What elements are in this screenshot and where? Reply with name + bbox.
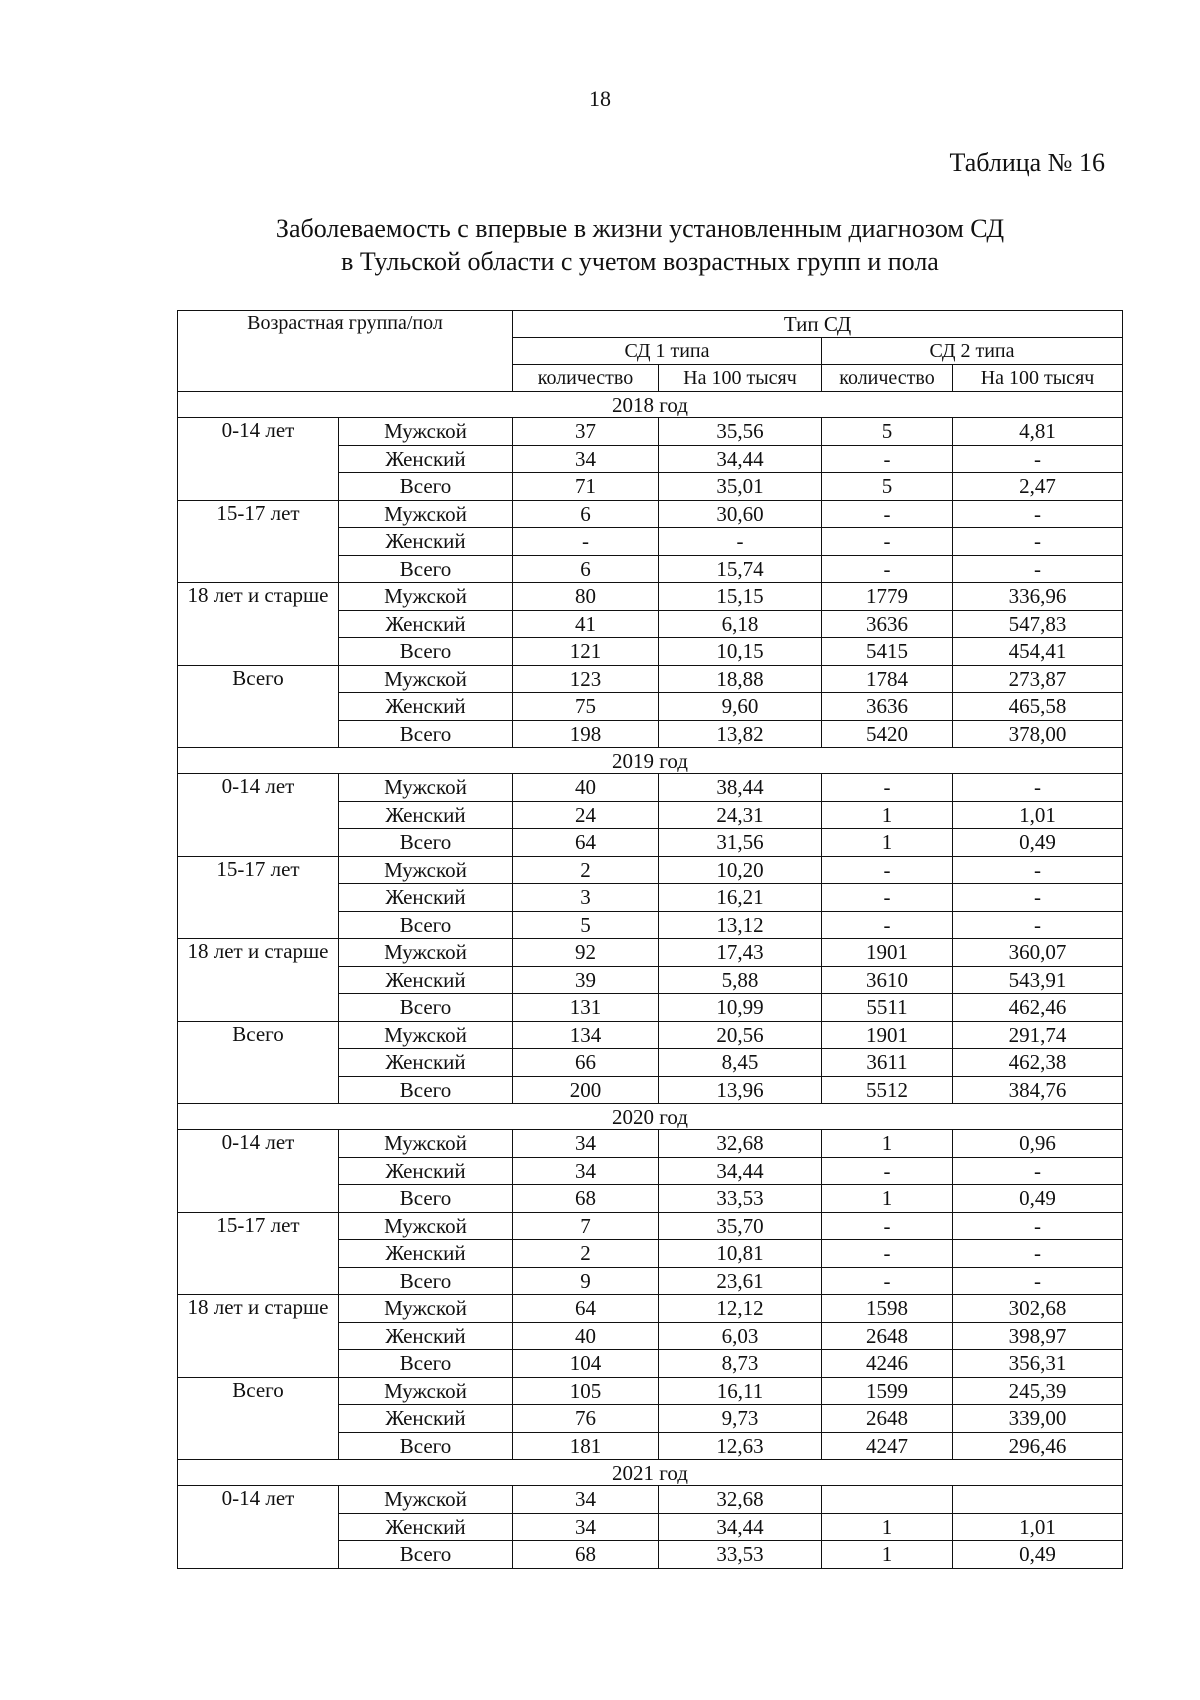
- type2-count-cell: 5511: [822, 994, 953, 1022]
- type1-count-header: количество: [513, 365, 659, 392]
- type2-rate-cell: 245,39: [953, 1377, 1123, 1405]
- type1-count-cell: 34: [513, 1130, 659, 1158]
- type1-count-cell: 34: [513, 1157, 659, 1185]
- type1-rate-cell: 10,20: [659, 856, 822, 884]
- type1-rate-cell: 32,68: [659, 1486, 822, 1514]
- sex-cell: Мужской: [339, 500, 513, 528]
- age-group-cell: 15-17 лет: [178, 500, 339, 583]
- type2-count-cell: -: [822, 884, 953, 912]
- type1-rate-cell: 34,44: [659, 445, 822, 473]
- sex-cell: Женский: [339, 445, 513, 473]
- type1-count-cell: 68: [513, 1185, 659, 1213]
- table-row: [178, 583, 1123, 611]
- type2-count-cell: 1: [822, 1185, 953, 1213]
- type2-rate-cell: 462,46: [953, 994, 1123, 1022]
- type1-rate-cell: 23,61: [659, 1267, 822, 1295]
- type2-count-cell: -: [822, 911, 953, 939]
- age-group-cell: 0-14 лет: [178, 418, 339, 501]
- type2-count-cell: -: [822, 774, 953, 802]
- type2-count-cell: 1784: [822, 665, 953, 693]
- type1-rate-cell: 15,74: [659, 555, 822, 583]
- sex-cell: Всего: [339, 1541, 513, 1569]
- type2-rate-cell: -: [953, 555, 1123, 583]
- type2-rate-cell: -: [953, 1240, 1123, 1268]
- table-number: Таблица № 16: [949, 148, 1105, 177]
- type2-count-cell: 5420: [822, 720, 953, 748]
- type1-count-cell: 123: [513, 665, 659, 693]
- table-row: [178, 1295, 1123, 1323]
- type1-rate-cell: 33,53: [659, 1541, 822, 1569]
- type1-count-cell: 104: [513, 1350, 659, 1378]
- type2-rate-cell: 360,07: [953, 939, 1123, 967]
- type2-count-cell: 3611: [822, 1049, 953, 1077]
- title-line-1: Заболеваемость с впервые в жизни установленным диагнозом СД: [275, 214, 1005, 243]
- type2-count-cell: 1779: [822, 583, 953, 611]
- sex-cell: Всего: [339, 1350, 513, 1378]
- type1-rate-cell: 8,73: [659, 1350, 822, 1378]
- type2-count-cell: -: [822, 445, 953, 473]
- type2-count-cell: 1: [822, 829, 953, 857]
- table-row: [178, 1130, 1123, 1158]
- type2-rate-cell: 291,74: [953, 1021, 1123, 1049]
- type2-count-cell: 2648: [822, 1405, 953, 1433]
- year-row: [178, 748, 1123, 774]
- type2-rate-cell: 543,91: [953, 966, 1123, 994]
- age-group-cell: 18 лет и старше: [178, 1295, 339, 1378]
- year-row: [178, 392, 1123, 418]
- type1-rate-cell: 12,63: [659, 1432, 822, 1460]
- year-label: 2018 год: [178, 392, 1123, 418]
- age-group-cell: 0-14 лет: [178, 1130, 339, 1213]
- sex-cell: Мужской: [339, 939, 513, 967]
- type2-rate-cell: 0,49: [953, 1185, 1123, 1213]
- type2-count-cell: -: [822, 1157, 953, 1185]
- sex-cell: Женский: [339, 1240, 513, 1268]
- sex-cell: Женский: [339, 693, 513, 721]
- type1-count-cell: 64: [513, 1295, 659, 1323]
- year-label: 2021 год: [178, 1460, 1123, 1486]
- sex-cell: Женский: [339, 1405, 513, 1433]
- type1-rate-cell: 10,99: [659, 994, 822, 1022]
- type2-rate-cell: -: [953, 911, 1123, 939]
- type2-count-header: количество: [822, 365, 953, 392]
- type1-count-cell: 200: [513, 1076, 659, 1104]
- sex-cell: Женский: [339, 528, 513, 556]
- type1-rate-cell: 8,45: [659, 1049, 822, 1077]
- age-group-cell: 15-17 лет: [178, 1212, 339, 1295]
- type2-count-cell: 4247: [822, 1432, 953, 1460]
- type2-rate-cell: 465,58: [953, 693, 1123, 721]
- type2-count-cell: 5: [822, 418, 953, 446]
- type1-rate-cell: 13,96: [659, 1076, 822, 1104]
- type2-rate-cell: -: [953, 528, 1123, 556]
- type1-count-cell: 24: [513, 801, 659, 829]
- document-title: [160, 212, 1120, 278]
- type1-rate-cell: -: [659, 528, 822, 556]
- type1-count-cell: 34: [513, 1486, 659, 1514]
- type2-count-cell: 1901: [822, 1021, 953, 1049]
- type1-rate-cell: 12,12: [659, 1295, 822, 1323]
- type1-rate-cell: 17,43: [659, 939, 822, 967]
- type2-rate-cell: 378,00: [953, 720, 1123, 748]
- type1-header: СД 1 типа: [513, 338, 822, 365]
- type2-rate-cell: -: [953, 445, 1123, 473]
- age-group-cell: 0-14 лет: [178, 774, 339, 857]
- type1-rate-cell: 13,12: [659, 911, 822, 939]
- type1-rate-cell: 18,88: [659, 665, 822, 693]
- sex-cell: Всего: [339, 555, 513, 583]
- table-row: [178, 665, 1123, 693]
- type1-count-cell: 75: [513, 693, 659, 721]
- type1-rate-cell: 32,68: [659, 1130, 822, 1158]
- type2-rate-cell: 547,83: [953, 610, 1123, 638]
- type2-rate-cell: 462,38: [953, 1049, 1123, 1077]
- type1-count-cell: 39: [513, 966, 659, 994]
- sex-cell: Женский: [339, 1513, 513, 1541]
- type1-count-cell: 80: [513, 583, 659, 611]
- sex-cell: Всего: [339, 1432, 513, 1460]
- year-label: 2020 год: [178, 1104, 1123, 1130]
- type1-rate-cell: 35,56: [659, 418, 822, 446]
- type1-rate-cell: 33,53: [659, 1185, 822, 1213]
- type1-count-cell: 34: [513, 445, 659, 473]
- type2-count-cell: -: [822, 1240, 953, 1268]
- type1-count-cell: 134: [513, 1021, 659, 1049]
- type1-count-cell: 37: [513, 418, 659, 446]
- type2-rate-cell: 1,01: [953, 801, 1123, 829]
- sex-cell: Женский: [339, 1049, 513, 1077]
- sex-cell: Всего: [339, 829, 513, 857]
- type1-count-cell: 92: [513, 939, 659, 967]
- type1-rate-cell: 34,44: [659, 1157, 822, 1185]
- type2-rate-cell: [953, 1486, 1123, 1514]
- sex-cell: Мужской: [339, 856, 513, 884]
- table-row: [178, 418, 1123, 446]
- sex-cell: Всего: [339, 1185, 513, 1213]
- type2-rate-cell: 4,81: [953, 418, 1123, 446]
- type1-count-cell: 2: [513, 1240, 659, 1268]
- type1-count-cell: 2: [513, 856, 659, 884]
- type2-count-cell: -: [822, 528, 953, 556]
- sex-cell: Женский: [339, 884, 513, 912]
- table-row: [178, 856, 1123, 884]
- type1-rate-cell: 13,82: [659, 720, 822, 748]
- table-row: [178, 1212, 1123, 1240]
- type1-count-cell: 71: [513, 473, 659, 501]
- type1-rate-cell: 20,56: [659, 1021, 822, 1049]
- type2-rate-cell: 0,49: [953, 1541, 1123, 1569]
- type1-rate-cell: 10,81: [659, 1240, 822, 1268]
- type2-rate-header: На 100 тысяч: [953, 365, 1123, 392]
- age-group-cell: Всего: [178, 1021, 339, 1104]
- type2-count-cell: -: [822, 1267, 953, 1295]
- type2-count-cell: 3636: [822, 693, 953, 721]
- sex-cell: Мужской: [339, 1130, 513, 1158]
- type1-count-cell: 41: [513, 610, 659, 638]
- diabetes-type-header: Тип СД: [513, 311, 1123, 338]
- type2-rate-cell: -: [953, 1157, 1123, 1185]
- sex-cell: Всего: [339, 638, 513, 666]
- type2-rate-cell: -: [953, 1267, 1123, 1295]
- type1-count-cell: 121: [513, 638, 659, 666]
- table-row: [178, 1486, 1123, 1514]
- sex-cell: Всего: [339, 473, 513, 501]
- type2-rate-cell: 356,31: [953, 1350, 1123, 1378]
- type1-rate-header: На 100 тысяч: [659, 365, 822, 392]
- type1-count-cell: 131: [513, 994, 659, 1022]
- type2-count-cell: 3610: [822, 966, 953, 994]
- type2-rate-cell: 302,68: [953, 1295, 1123, 1323]
- type2-count-cell: 3636: [822, 610, 953, 638]
- type1-count-cell: 64: [513, 829, 659, 857]
- type2-rate-cell: -: [953, 884, 1123, 912]
- table-row: [178, 1377, 1123, 1405]
- type1-count-cell: 76: [513, 1405, 659, 1433]
- year-row: [178, 1460, 1123, 1486]
- type1-count-cell: 7: [513, 1212, 659, 1240]
- type1-count-cell: -: [513, 528, 659, 556]
- table-row: [178, 500, 1123, 528]
- type2-count-cell: -: [822, 1212, 953, 1240]
- type2-rate-cell: 2,47: [953, 473, 1123, 501]
- type1-count-cell: 66: [513, 1049, 659, 1077]
- type2-count-cell: -: [822, 555, 953, 583]
- age-group-cell: 15-17 лет: [178, 856, 339, 939]
- type2-rate-cell: -: [953, 774, 1123, 802]
- age-group-cell: Всего: [178, 1377, 339, 1460]
- year-row: [178, 1104, 1123, 1130]
- sex-cell: Женский: [339, 610, 513, 638]
- sex-cell: Мужской: [339, 1295, 513, 1323]
- age-group-cell: 18 лет и старше: [178, 939, 339, 1022]
- type2-count-cell: 2648: [822, 1322, 953, 1350]
- type1-rate-cell: 9,60: [659, 693, 822, 721]
- type2-rate-cell: 1,01: [953, 1513, 1123, 1541]
- sex-cell: Мужской: [339, 774, 513, 802]
- type1-rate-cell: 6,18: [659, 610, 822, 638]
- type2-rate-cell: 339,00: [953, 1405, 1123, 1433]
- type1-count-cell: 68: [513, 1541, 659, 1569]
- type2-count-cell: -: [822, 500, 953, 528]
- age-group-cell: Всего: [178, 665, 339, 748]
- type2-count-cell: 1: [822, 801, 953, 829]
- sex-cell: Мужской: [339, 1486, 513, 1514]
- type1-rate-cell: 10,15: [659, 638, 822, 666]
- page-number: 18: [589, 86, 611, 111]
- type2-count-cell: [822, 1486, 953, 1514]
- type2-rate-cell: -: [953, 1212, 1123, 1240]
- type2-count-cell: 1: [822, 1541, 953, 1569]
- type2-count-cell: 1599: [822, 1377, 953, 1405]
- type2-rate-cell: 398,97: [953, 1322, 1123, 1350]
- type1-count-cell: 105: [513, 1377, 659, 1405]
- type1-rate-cell: 6,03: [659, 1322, 822, 1350]
- type2-count-cell: 1901: [822, 939, 953, 967]
- header-row-1: [178, 311, 1123, 338]
- type1-rate-cell: 38,44: [659, 774, 822, 802]
- type1-count-cell: 34: [513, 1513, 659, 1541]
- type1-rate-cell: 16,11: [659, 1377, 822, 1405]
- sex-cell: Мужской: [339, 1377, 513, 1405]
- type1-rate-cell: 34,44: [659, 1513, 822, 1541]
- type1-rate-cell: 35,70: [659, 1212, 822, 1240]
- type2-rate-cell: 0,96: [953, 1130, 1123, 1158]
- title-line-2: в Тульской области с учетом возрастных групп и пола: [341, 247, 939, 276]
- sex-cell: Всего: [339, 994, 513, 1022]
- type2-rate-cell: -: [953, 856, 1123, 884]
- type1-count-cell: 6: [513, 500, 659, 528]
- type2-count-cell: 1: [822, 1130, 953, 1158]
- sex-cell: Женский: [339, 1322, 513, 1350]
- type2-rate-cell: 384,76: [953, 1076, 1123, 1104]
- type2-count-cell: 4246: [822, 1350, 953, 1378]
- type1-count-cell: 40: [513, 1322, 659, 1350]
- sex-cell: Всего: [339, 1267, 513, 1295]
- sex-cell: Мужской: [339, 665, 513, 693]
- type2-count-cell: 5512: [822, 1076, 953, 1104]
- sex-cell: Всего: [339, 911, 513, 939]
- type2-rate-cell: 273,87: [953, 665, 1123, 693]
- table-row: [178, 1021, 1123, 1049]
- type2-rate-cell: -: [953, 500, 1123, 528]
- type2-count-cell: 5415: [822, 638, 953, 666]
- type1-count-cell: 40: [513, 774, 659, 802]
- type1-rate-cell: 35,01: [659, 473, 822, 501]
- type1-rate-cell: 31,56: [659, 829, 822, 857]
- sex-cell: Женский: [339, 1157, 513, 1185]
- type2-rate-cell: 336,96: [953, 583, 1123, 611]
- type2-count-cell: 1598: [822, 1295, 953, 1323]
- type1-count-cell: 5: [513, 911, 659, 939]
- sex-cell: Мужской: [339, 583, 513, 611]
- type2-rate-cell: 296,46: [953, 1432, 1123, 1460]
- table-row: [178, 939, 1123, 967]
- type1-rate-cell: 24,31: [659, 801, 822, 829]
- sex-cell: Женский: [339, 801, 513, 829]
- type2-count-cell: 5: [822, 473, 953, 501]
- type1-rate-cell: 15,15: [659, 583, 822, 611]
- incidence-table: [177, 310, 1123, 1569]
- sex-cell: Всего: [339, 720, 513, 748]
- type2-count-cell: -: [822, 856, 953, 884]
- age-sex-header: Возрастная группа/пол: [178, 311, 513, 392]
- table-row: [178, 774, 1123, 802]
- type2-rate-cell: 0,49: [953, 829, 1123, 857]
- sex-cell: Женский: [339, 966, 513, 994]
- type2-count-cell: 1: [822, 1513, 953, 1541]
- age-group-cell: 0-14 лет: [178, 1486, 339, 1569]
- type1-count-cell: 9: [513, 1267, 659, 1295]
- type2-header: СД 2 типа: [822, 338, 1123, 365]
- year-label: 2019 год: [178, 748, 1123, 774]
- age-group-cell: 18 лет и старше: [178, 583, 339, 666]
- type1-count-cell: 6: [513, 555, 659, 583]
- type1-rate-cell: 9,73: [659, 1405, 822, 1433]
- type2-rate-cell: 454,41: [953, 638, 1123, 666]
- type1-count-cell: 3: [513, 884, 659, 912]
- type1-rate-cell: 16,21: [659, 884, 822, 912]
- sex-cell: Мужской: [339, 418, 513, 446]
- type1-count-cell: 198: [513, 720, 659, 748]
- type1-count-cell: 181: [513, 1432, 659, 1460]
- sex-cell: Всего: [339, 1076, 513, 1104]
- sex-cell: Мужской: [339, 1212, 513, 1240]
- type1-rate-cell: 5,88: [659, 966, 822, 994]
- type1-rate-cell: 30,60: [659, 500, 822, 528]
- sex-cell: Мужской: [339, 1021, 513, 1049]
